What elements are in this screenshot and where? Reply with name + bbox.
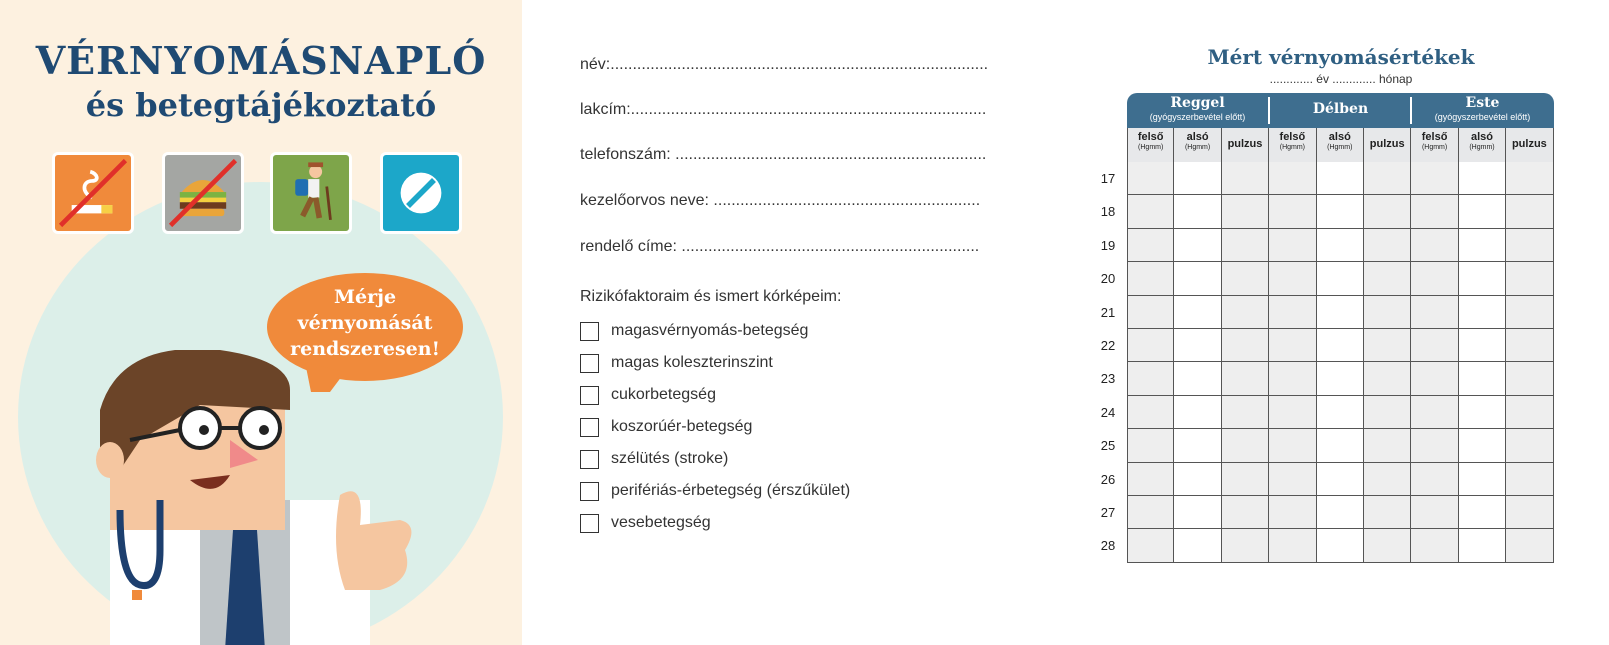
risk-label: koszorúér-betegség: [611, 418, 753, 435]
risk-label: cukorbetegség: [611, 386, 716, 403]
measurement-cell[interactable]: [1411, 229, 1458, 262]
measurement-cell[interactable]: [1506, 429, 1553, 462]
measurement-cell[interactable]: [1222, 362, 1269, 395]
measurement-cell[interactable]: [1317, 229, 1364, 262]
measurement-cell[interactable]: [1127, 162, 1174, 195]
risk-factors-title: Rizikófaktoraim és ismert kórképeim:: [580, 288, 842, 305]
risk-checkbox-row[interactable]: [580, 480, 850, 502]
measurement-cell[interactable]: [1222, 162, 1269, 195]
measurement-cell[interactable]: [1364, 396, 1411, 429]
col-unit: (Hgmm): [1184, 144, 1211, 151]
measurement-cell[interactable]: [1459, 329, 1506, 362]
measurement-cell[interactable]: [1364, 162, 1411, 195]
no-smoking-icon: [52, 152, 134, 234]
risk-checkbox[interactable]: [580, 450, 599, 469]
measurement-cell[interactable]: [1506, 162, 1553, 195]
col-name: felső: [1421, 131, 1448, 143]
measurement-cell[interactable]: [1459, 529, 1506, 562]
measurement-cell[interactable]: [1506, 362, 1553, 395]
measurement-cell[interactable]: [1506, 195, 1553, 228]
period-morning: [1127, 93, 1268, 128]
name-field[interactable]: [580, 56, 988, 74]
measurement-cell[interactable]: [1269, 296, 1316, 329]
doctor-name-dots: ............................................................: [713, 192, 981, 209]
speech-line-2: vérnyomását: [297, 312, 433, 334]
measurement-cell[interactable]: [1269, 262, 1316, 295]
measurement-cell[interactable]: [1269, 396, 1316, 429]
measurement-cell[interactable]: [1506, 496, 1553, 529]
measurement-cell[interactable]: [1506, 296, 1553, 329]
risk-label: magasvérnyomás-betegség: [611, 322, 809, 339]
measurement-cell[interactable]: [1364, 229, 1411, 262]
measurement-cell[interactable]: [1222, 396, 1269, 429]
measurement-cell[interactable]: [1222, 463, 1269, 496]
speech-line-3: rendszeresen!: [290, 338, 440, 360]
measurement-cell[interactable]: [1317, 262, 1364, 295]
measurement-cell[interactable]: [1364, 329, 1411, 362]
measurement-cell[interactable]: [1222, 429, 1269, 462]
col-pulse-header: [1364, 128, 1411, 162]
measurement-cell[interactable]: [1269, 195, 1316, 228]
measurement-cell[interactable]: [1269, 162, 1316, 195]
col-unit: (Hgmm): [1469, 144, 1495, 151]
name-dots: .....................................................................................: [610, 56, 989, 73]
col-unit: (Hgmm): [1421, 144, 1448, 151]
measurement-cell[interactable]: [1364, 262, 1411, 295]
doctor-name-field[interactable]: [580, 192, 980, 210]
measurement-cell[interactable]: [1174, 362, 1221, 395]
measurement-cell[interactable]: [1411, 262, 1458, 295]
measurement-cell[interactable]: [1459, 463, 1506, 496]
col-name: pulzus: [1511, 138, 1547, 150]
col-diastolic-header: [1174, 128, 1221, 162]
measurement-cell[interactable]: [1222, 195, 1269, 228]
cover-subtitle: és betegtájékoztató: [85, 86, 437, 124]
measurement-cell[interactable]: [1174, 529, 1221, 562]
cover-title: VÉRNYOMÁSNAPLÓ: [35, 38, 487, 83]
risk-checkbox-row[interactable]: [580, 416, 752, 438]
clinic-address-dots: ...................................................................: [681, 238, 980, 255]
measurement-cell[interactable]: [1364, 496, 1411, 529]
measurement-cell[interactable]: [1506, 529, 1553, 562]
col-pulse-header: [1506, 128, 1553, 162]
day-number: 19: [1100, 237, 1116, 253]
period-name: Este: [1465, 95, 1500, 111]
measurement-cell[interactable]: [1459, 262, 1506, 295]
measurement-cell[interactable]: [1269, 496, 1316, 529]
measurement-cell[interactable]: [1364, 529, 1411, 562]
risk-label: magas koleszterinszint: [611, 354, 773, 371]
measurement-cell[interactable]: [1411, 162, 1458, 195]
day-number: 25: [1100, 438, 1116, 454]
address-field[interactable]: [580, 101, 986, 119]
col-name: pulzus: [1227, 138, 1263, 150]
measurement-cell[interactable]: [1317, 496, 1364, 529]
day-number: 23: [1100, 371, 1116, 387]
col-systolic-header: [1127, 128, 1174, 162]
measurement-cell[interactable]: [1127, 362, 1174, 395]
measurement-cell[interactable]: [1174, 329, 1221, 362]
measurement-cell[interactable]: [1127, 429, 1174, 462]
risk-label: vesebetegség: [611, 514, 711, 531]
measurement-cell[interactable]: [1222, 496, 1269, 529]
measurement-cell[interactable]: [1127, 329, 1174, 362]
measurement-cell[interactable]: [1127, 396, 1174, 429]
phone-label: telefonszám:: [580, 146, 671, 163]
risk-checkbox-row[interactable]: [580, 352, 773, 374]
day-number: 24: [1100, 404, 1116, 420]
measurement-cell[interactable]: [1411, 429, 1458, 462]
col-unit: (Hgmm): [1279, 144, 1306, 151]
measurement-cell[interactable]: [1459, 195, 1506, 228]
table-subtitle: ............. év ............. hónap: [1269, 72, 1413, 86]
risk-label: szélütés (stroke): [611, 450, 729, 467]
cover-panel: [0, 0, 522, 645]
measurement-cell[interactable]: [1269, 362, 1316, 395]
measurement-cell[interactable]: [1127, 195, 1174, 228]
measurement-cell[interactable]: [1269, 429, 1316, 462]
measurement-cell[interactable]: [1269, 329, 1316, 362]
hiking-elderly-man-icon: [270, 152, 352, 234]
measurement-cell[interactable]: [1506, 463, 1553, 496]
address-label: lakcím:: [580, 101, 631, 118]
risk-checkbox-row[interactable]: [580, 512, 711, 534]
address-dots: ................................................................................: [630, 101, 987, 118]
col-name: felső: [1137, 131, 1164, 143]
table-title: Mért vérnyomásértékek: [1207, 45, 1475, 69]
measurement-cell[interactable]: [1127, 529, 1174, 562]
measurement-cell[interactable]: [1317, 396, 1364, 429]
risk-checkbox[interactable]: [580, 386, 599, 405]
measurement-cell[interactable]: [1411, 496, 1458, 529]
risk-checkbox[interactable]: [580, 322, 599, 341]
measurement-cell[interactable]: [1364, 362, 1411, 395]
col-name: alsó: [1328, 131, 1351, 143]
measurement-cell[interactable]: [1364, 429, 1411, 462]
day-number: 17: [1100, 171, 1116, 186]
measurement-cell[interactable]: [1459, 496, 1506, 529]
measurement-cell[interactable]: [1127, 262, 1174, 295]
measurement-cell[interactable]: [1222, 229, 1269, 262]
measurement-cell[interactable]: [1127, 229, 1174, 262]
measurement-cell[interactable]: [1506, 229, 1553, 262]
measurement-cell[interactable]: [1411, 329, 1458, 362]
measurement-cell[interactable]: [1174, 463, 1221, 496]
speech-line-1: Mérje: [333, 286, 397, 308]
measurement-cell[interactable]: [1174, 296, 1221, 329]
phone-field[interactable]: [580, 146, 986, 164]
no-fast-food-icon: [162, 152, 244, 234]
measurement-cell[interactable]: [1411, 296, 1458, 329]
measurement-cell[interactable]: [1411, 195, 1458, 228]
col-name: alsó: [1470, 131, 1493, 143]
col-unit: (Hgmm): [1138, 144, 1164, 151]
measurement-cell[interactable]: [1411, 463, 1458, 496]
measurement-cell[interactable]: [1174, 496, 1221, 529]
day-number: 18: [1100, 204, 1116, 220]
measurement-cell[interactable]: [1317, 296, 1364, 329]
measurement-cell[interactable]: [1459, 396, 1506, 429]
measurement-cell[interactable]: [1506, 329, 1553, 362]
risk-label: perifériás-érbetegség (érszűkület): [611, 482, 851, 499]
measurement-cell[interactable]: [1459, 429, 1506, 462]
measurement-cell[interactable]: [1364, 463, 1411, 496]
measurement-cell[interactable]: [1174, 262, 1221, 295]
period-note: (gyógyszerbevétel előtt): [1434, 112, 1531, 122]
col-pulse-header: [1222, 128, 1269, 162]
measurement-cell[interactable]: [1317, 362, 1364, 395]
measurement-cell[interactable]: [1459, 162, 1506, 195]
table-header: [1127, 93, 1554, 128]
measurement-cell[interactable]: [1506, 262, 1553, 295]
measurement-cell[interactable]: [1506, 396, 1553, 429]
col-systolic-header: [1269, 128, 1316, 162]
risk-checkbox[interactable]: [580, 354, 599, 373]
measurement-cell[interactable]: [1459, 229, 1506, 262]
period-noon: [1270, 93, 1411, 128]
day-number: 27: [1100, 505, 1116, 520]
measurement-cell[interactable]: [1317, 195, 1364, 228]
day-number: 26: [1100, 471, 1116, 487]
measurement-cell[interactable]: [1222, 529, 1269, 562]
col-systolic-header: [1411, 128, 1458, 162]
measurement-cell[interactable]: [1174, 429, 1221, 462]
phone-dots: ......................................................................: [675, 146, 987, 163]
measurement-cell[interactable]: [1269, 529, 1316, 562]
measurement-cell[interactable]: [1364, 195, 1411, 228]
clinic-address-label: rendelő címe:: [580, 238, 677, 255]
measurement-cell[interactable]: [1317, 529, 1364, 562]
doctor-illustration: [80, 350, 440, 645]
col-diastolic-header: [1459, 128, 1506, 162]
measurement-cell[interactable]: [1411, 362, 1458, 395]
col-diastolic-header: [1317, 128, 1364, 162]
col-unit: (Hgmm): [1327, 144, 1353, 151]
col-name: felső: [1279, 131, 1306, 143]
clinic-address-field[interactable]: [580, 238, 979, 256]
risk-checkbox-row[interactable]: [580, 384, 716, 406]
risk-checkbox-row[interactable]: [580, 320, 808, 342]
measurement-cell[interactable]: [1127, 296, 1174, 329]
day-number: 28: [1100, 538, 1116, 554]
measurement-cell[interactable]: [1222, 296, 1269, 329]
pill-icon: [380, 152, 462, 234]
day-number: 21: [1100, 304, 1116, 320]
risk-checkbox[interactable]: [580, 418, 599, 437]
day-number: 20: [1100, 271, 1116, 287]
measurement-cell[interactable]: [1174, 396, 1221, 429]
risk-checkbox[interactable]: [580, 482, 599, 501]
doctor-name-label: kezelőorvos neve:: [580, 192, 709, 209]
risk-checkbox[interactable]: [580, 514, 599, 533]
col-name: alsó: [1186, 131, 1209, 143]
day-number: 22: [1100, 338, 1116, 353]
measurement-cell[interactable]: [1222, 262, 1269, 295]
measurement-cell[interactable]: [1127, 496, 1174, 529]
measurement-cell[interactable]: [1364, 296, 1411, 329]
measurement-cell[interactable]: [1269, 463, 1316, 496]
measurement-cell[interactable]: [1174, 229, 1221, 262]
measurement-cell[interactable]: [1317, 429, 1364, 462]
period-name: Reggel: [1170, 95, 1225, 111]
name-label: név:: [580, 56, 611, 73]
risk-checkbox-row[interactable]: [580, 448, 728, 470]
col-name: pulzus: [1369, 138, 1405, 150]
measurement-cell[interactable]: [1411, 396, 1458, 429]
measurement-cell[interactable]: [1317, 162, 1364, 195]
measurement-cell[interactable]: [1127, 463, 1174, 496]
period-evening: [1412, 93, 1553, 128]
measurement-cell[interactable]: [1459, 296, 1506, 329]
period-name: Délben: [1312, 101, 1369, 117]
measurement-cell[interactable]: [1174, 195, 1221, 228]
measurement-cell[interactable]: [1317, 329, 1364, 362]
measurement-cell[interactable]: [1222, 329, 1269, 362]
measurement-cell[interactable]: [1269, 229, 1316, 262]
measurement-cell[interactable]: [1459, 362, 1506, 395]
measurement-cell[interactable]: [1174, 162, 1221, 195]
measurement-cell[interactable]: [1411, 529, 1458, 562]
period-note: (gyógyszerbevétel előtt): [1149, 112, 1246, 122]
measurement-cell[interactable]: [1317, 463, 1364, 496]
